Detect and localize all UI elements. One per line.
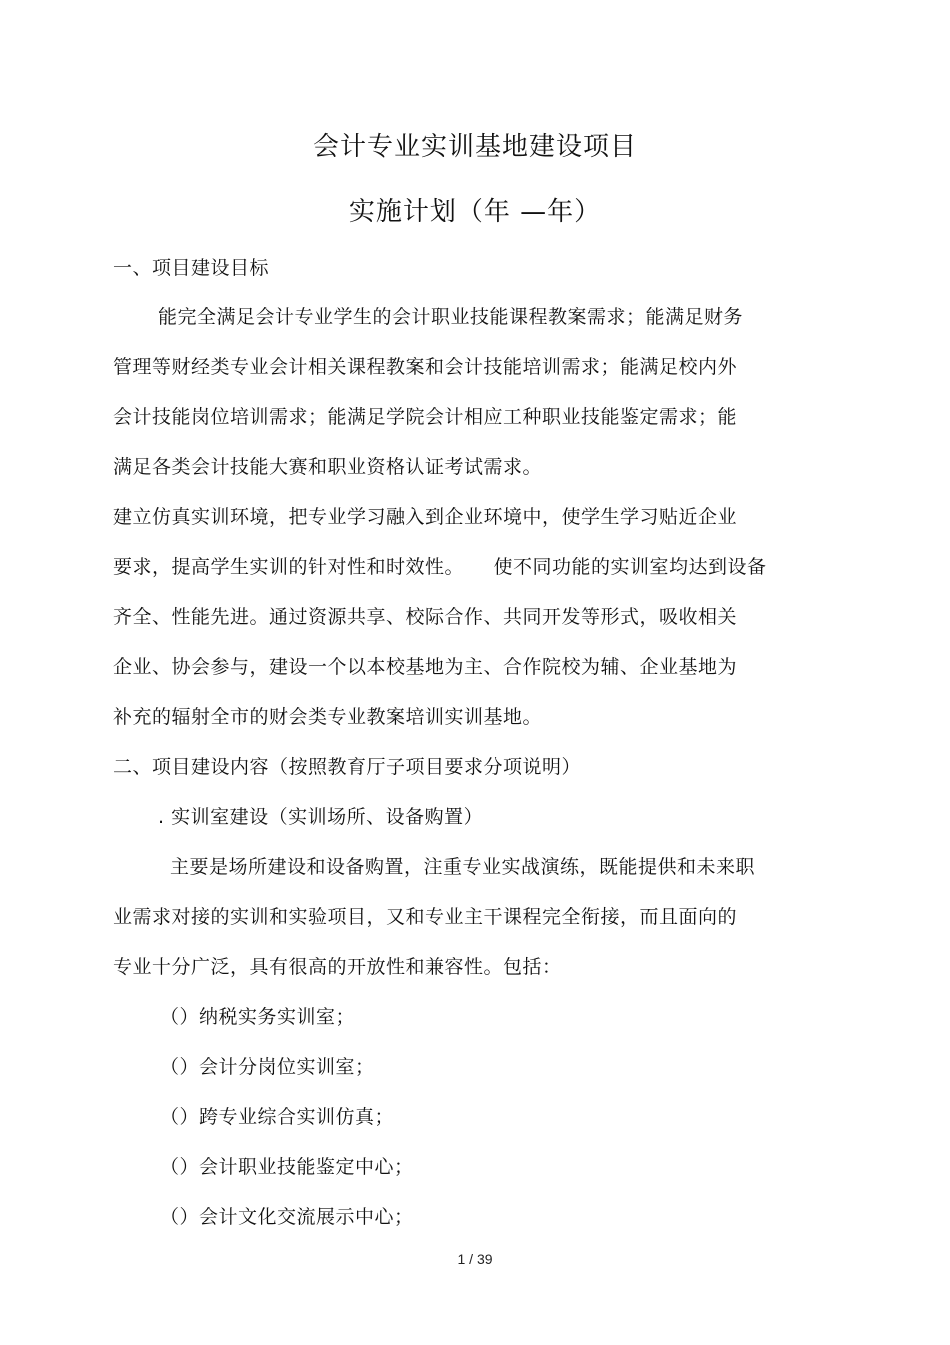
paragraph-line: 专业十分广泛，具有很高的开放性和兼容性。包括： bbox=[113, 956, 562, 978]
paragraph-line: 补充的辐射全市的财会类专业教案培训实训基地。 bbox=[113, 706, 543, 728]
list-item: （）会计分岗位实训室； bbox=[160, 1056, 375, 1078]
paragraph-line: 主要是场所建设和设备购置，注重专业实战演练，既能提供和未来职 bbox=[170, 856, 756, 878]
page-number: 1 / 39 bbox=[457, 1251, 493, 1267]
subsection-heading: . 实训室建设（实训场所、设备购置） bbox=[158, 806, 484, 828]
paragraph-line: 建立仿真实训环境，把专业学习融入到企业环境中，使学生学习贴近企业 bbox=[113, 506, 738, 528]
document-subtitle: 实施计划（年 —年） bbox=[348, 197, 602, 227]
paragraph-line: 满足各类会计技能大赛和职业资格认证考试需求。 bbox=[113, 456, 543, 478]
paragraph-line: 要求，提高学生实训的针对性和时效性。 使不同功能的实训室均达到设备 bbox=[113, 556, 767, 578]
list-item: （）跨专业综合实训仿真； bbox=[160, 1106, 395, 1128]
paragraph-line: 会计技能岗位培训需求；能满足学院会计相应工种职业技能鉴定需求；能 bbox=[113, 406, 738, 428]
paragraph-line: 齐全、性能先进。通过资源共享、校际合作、共同开发等形式，吸收相关 bbox=[113, 606, 738, 628]
paragraph-line: 管理等财经类专业会计相关课程教案和会计技能培训需求；能满足校内外 bbox=[113, 356, 738, 378]
section-heading-2: 二、项目建设内容（按照教育厅子项目要求分项说明） bbox=[113, 756, 582, 778]
list-item: （）会计职业技能鉴定中心； bbox=[160, 1156, 414, 1178]
paragraph-line: 能完全满足会计专业学生的会计职业技能课程教案需求；能满足财务 bbox=[158, 306, 744, 328]
document-title: 会计专业实训基地建设项目 bbox=[312, 132, 637, 162]
paragraph-line: 业需求对接的实训和实验项目，又和专业主干课程完全衔接，而且面向的 bbox=[113, 906, 738, 928]
section-heading-1: 一、项目建设目标 bbox=[113, 257, 270, 279]
list-item: （）纳税实务实训室； bbox=[160, 1006, 356, 1028]
paragraph-line: 企业、协会参与，建设一个以本校基地为主、合作院校为辅、企业基地为 bbox=[113, 656, 738, 678]
list-item: （）会计文化交流展示中心； bbox=[160, 1206, 414, 1228]
